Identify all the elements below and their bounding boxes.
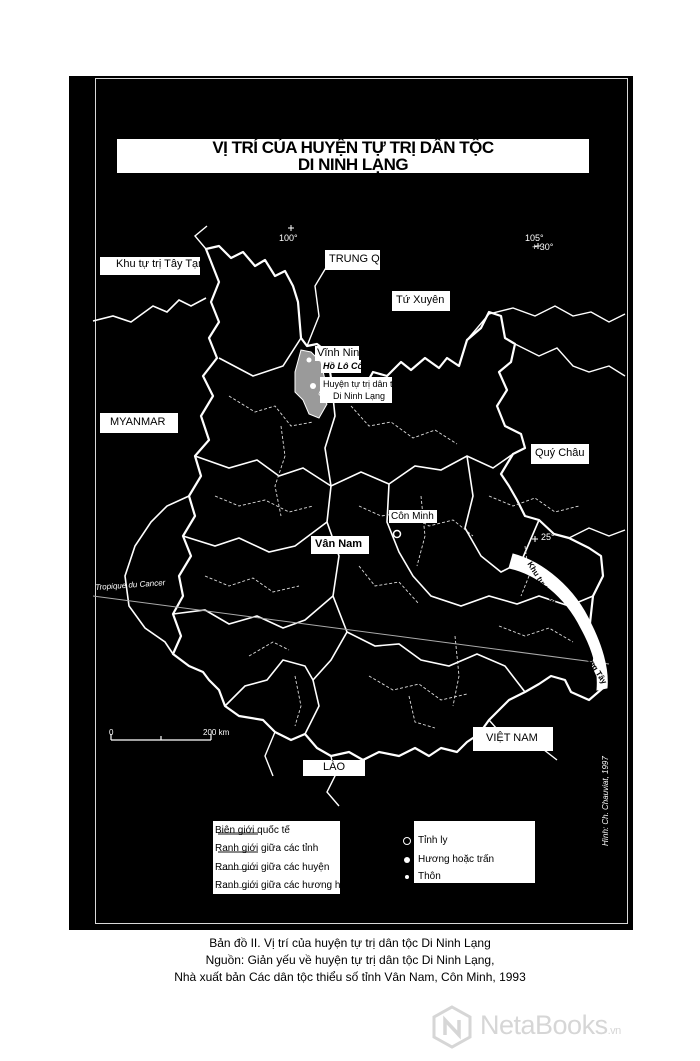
legend-symbol-tinh-ly: Tỉnh ly	[418, 835, 448, 846]
caption-line1: Bản đồ II. Vị trí của huyện tự trị dân tộc Di Ninh Lạng	[209, 936, 491, 950]
coord-105-label: 105°	[525, 233, 544, 243]
huyen-tu-tri-marker	[310, 383, 316, 389]
label-huyen-tu-tri-line2: Di Ninh Lạng	[333, 391, 386, 401]
label-van-nam: Vân Nam	[311, 536, 369, 554]
watermark-suffix: .vn	[607, 1025, 621, 1037]
watermark-brand: NetaBooks	[480, 1010, 608, 1040]
map-title-line1: VỊ TRÍ CỦA HUYỆN TỰ TRỊ DÂN TỘC	[212, 138, 494, 157]
scale-bar	[111, 734, 211, 740]
vinh-ninh-marker	[307, 358, 312, 363]
coord-25-label: 25°	[541, 532, 555, 542]
caption-line3: Nhà xuất bản Các dân tộc thiểu số tỉnh Vân Nam, Côn Minh, 1993	[174, 970, 526, 984]
legend-line-district: Ranh giới giữa các huyện	[215, 862, 330, 873]
coord-30-label: + 30°	[532, 242, 554, 252]
label-lao: LÀO	[303, 760, 365, 776]
legend-lines	[213, 821, 377, 894]
label-vinh-ninh: Vĩnh Ninh	[317, 347, 366, 359]
legend-line-province: Ranh giới giữa các tỉnh	[215, 843, 319, 854]
township-icon	[404, 857, 410, 863]
provincial-capital-icon	[403, 837, 411, 845]
label-myanmar: MYANMAR	[100, 413, 178, 433]
label-khu-tu-tri-tay-tang: Khu tự trị Tây Tạng	[100, 257, 200, 275]
village-icon	[405, 875, 409, 879]
legend-symbol-thon: Thôn	[418, 871, 441, 882]
watermark	[428, 1003, 698, 1051]
map-caption	[0, 935, 700, 986]
map-title-line2: DI NINH LẠNG	[297, 155, 409, 174]
border-myanmar	[93, 298, 206, 654]
border-east	[515, 344, 625, 538]
label-viet-nam: VIỆT NAM	[473, 727, 553, 751]
border-sichuan	[195, 226, 625, 346]
legend-symbol-huong: Hương hoặc trấn	[418, 854, 495, 865]
netabooks-logo-icon	[430, 1005, 474, 1049]
tropic-line	[93, 596, 609, 664]
caption-line2: Nguồn: Giản yếu về huyện tự trị dân tộc Di Ninh Lạng,	[205, 953, 495, 967]
label-con-minh: Côn Minh	[389, 510, 437, 523]
coord-100-label: 100°	[279, 233, 298, 243]
watermark-text	[480, 1010, 621, 1041]
con-minh-marker	[394, 531, 401, 538]
coord-cross-25	[532, 536, 538, 542]
legend-line-commune: Ranh giới giữa các hương hoặc trấn	[215, 880, 377, 891]
legend-line-international: Biên giới quốc tế	[215, 825, 290, 836]
scale-start-label: 0	[109, 728, 114, 737]
label-huyen-tu-tri	[320, 377, 403, 403]
label-huyen-tu-tri-line1: Huyện tự trị dân tộc	[323, 379, 403, 389]
map-credit: Hình: Ch. Chauviat, 1997	[601, 756, 610, 846]
label-quy-chau: Quý Châu	[531, 444, 589, 464]
label-ho-lo-co: Hồ Lô Cô	[323, 361, 363, 371]
map-title	[117, 139, 589, 173]
map-frame	[69, 76, 633, 930]
label-tu-xuyen: Tứ Xuyên	[392, 291, 450, 311]
legend-symbols	[414, 821, 535, 883]
label-tropique: Tropique du Cancer	[95, 578, 166, 592]
label-trung-quoc: TRUNG QUỐC	[325, 250, 380, 270]
coord-cross-100	[288, 225, 294, 231]
scale-end-label: 200 km	[203, 728, 230, 737]
map-graphic	[69, 76, 633, 930]
label-quang-tay: Khu tự trị dân tộc Choang Quảng Tây	[525, 560, 609, 686]
